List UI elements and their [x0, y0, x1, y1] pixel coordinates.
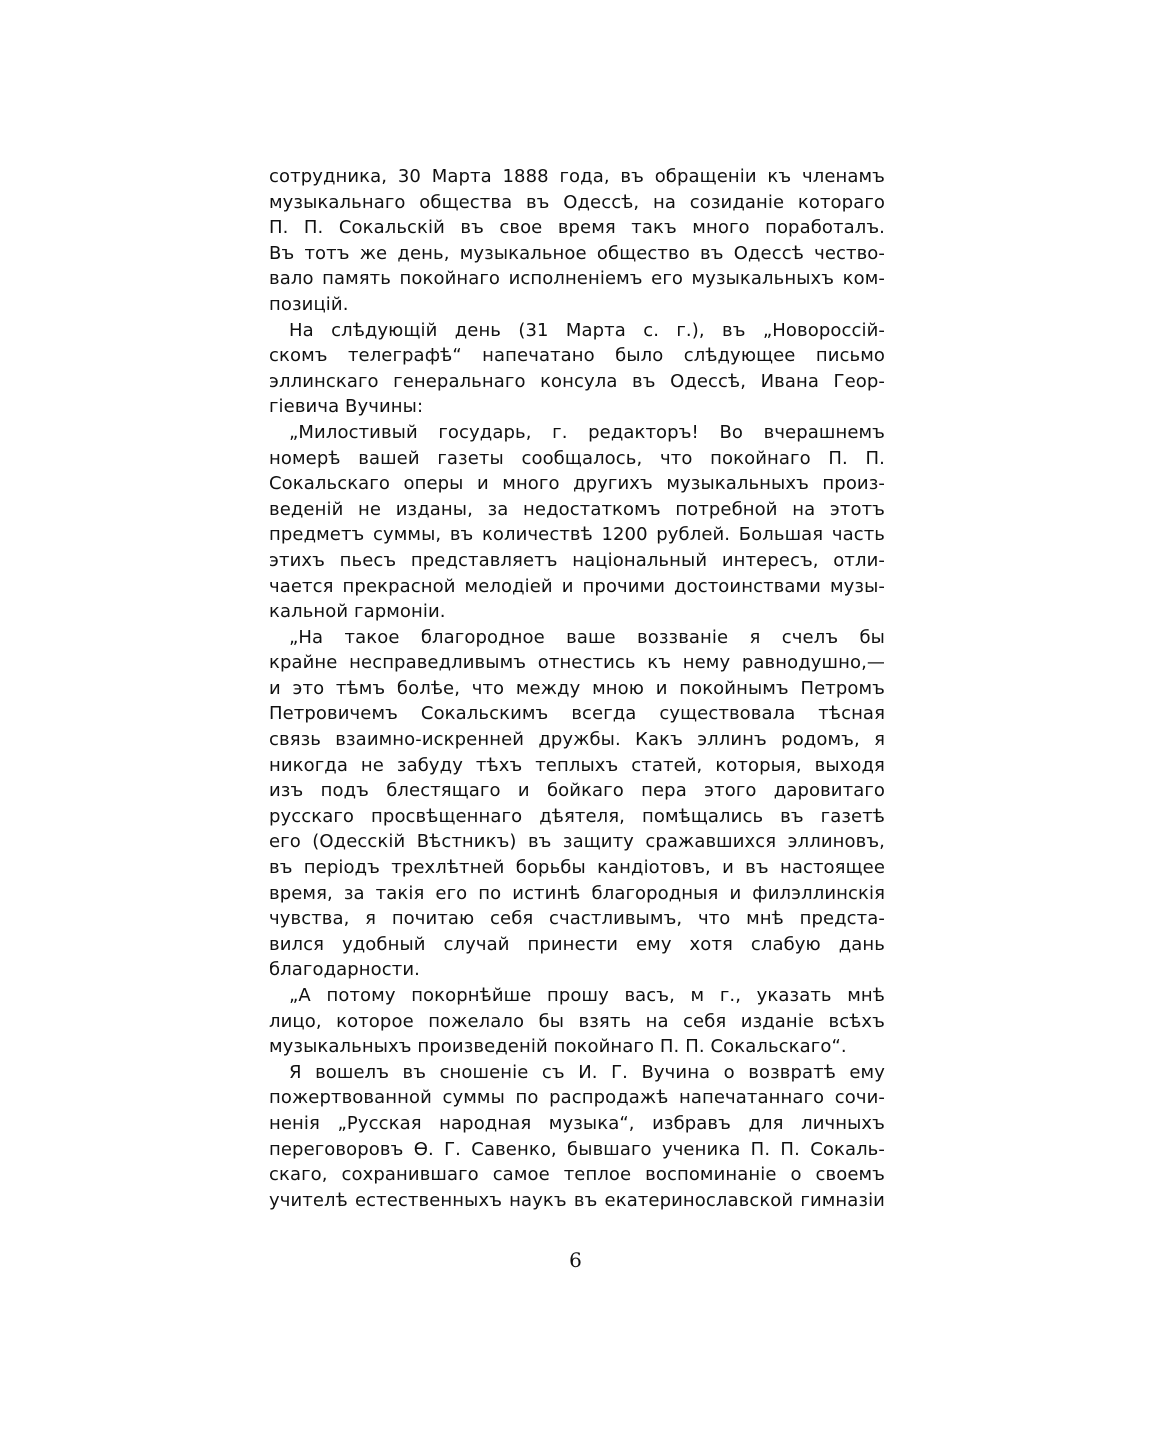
text-line: пожертвованной суммы по распродажѣ напечатаннаго сочи- [269, 1087, 885, 1109]
text-line: его (Одесскій Вѣстникъ) въ защиту сражавшихся эллиновъ, [269, 831, 885, 853]
text-line: Въ тотъ же день, музыкальное общество въ Одессѣ чество- [269, 242, 885, 264]
text-line: „Милостивый государь, г. редакторъ! Во вчерашнемъ [289, 421, 885, 443]
text-line: въ періодъ трехлѣтней борьбы кандіотовъ, и въ настоящее [269, 857, 885, 879]
text-line: Я вошелъ въ сношеніе съ И. Г. Вучина о возвратѣ ему [289, 1061, 885, 1083]
text-line: кальной гармоніи. [269, 601, 446, 623]
text-line: переговоровъ Ѳ. Г. Савенко, бывшаго ученика П. П. Сокаль- [269, 1138, 885, 1160]
text-line: эллинскаго генеральнаго консула въ Одессѣ, Ивана Геор- [269, 370, 885, 392]
text-line: ненія „Русская народная музыка“, избравъ для личныхъ [269, 1112, 885, 1134]
text-line: сотрудника, 30 Марта 1888 года, въ обращеніи къ членамъ [269, 166, 885, 187]
text-line: чается прекрасной мелодіей и прочими достоинствами музы- [269, 575, 885, 597]
text-line: позицій. [269, 293, 349, 315]
text-line: скаго, сохранившаго самое теплое воспоминаніе о своемъ [269, 1164, 885, 1186]
text-line: предметъ суммы, въ количествѣ 1200 рублей. Большая часть [269, 524, 885, 546]
text-line: чувства, я почитаю себя счастливымъ, что мнѣ предста- [269, 908, 885, 930]
text-line: изъ подъ блестящаго и бойкаго пера этого даровитаго [269, 780, 885, 802]
text-line: и это тѣмъ болѣе, что между мною и покойнымъ Петромъ [269, 677, 885, 699]
text-line: русскаго просвѣщеннаго дѣятеля, помѣщались въ газетѣ [269, 805, 885, 827]
text-line: музыкальныхъ произведеній покойнаго П. П. Сокальскаго“. [269, 1036, 847, 1058]
text-line: музыкальнаго общества въ Одессѣ, на созиданіе котораго [269, 191, 885, 213]
text-line: этихъ пьесъ представляетъ національный интересъ, отли- [269, 549, 885, 571]
text-line: Сокальскаго оперы и много другихъ музыкальныхъ произ- [269, 473, 885, 495]
text-line: „На такое благородное ваше воззваніе я счелъ бы [289, 626, 885, 648]
text-line: веденій не изданы, за недостаткомъ потребной на этотъ [269, 498, 885, 520]
text-line: „А потому покорнѣйше прошу васъ, м г., указать мнѣ [289, 985, 885, 1006]
text-line: лицо, которое пожелало бы взять на себя изданіе всѣхъ [269, 1010, 885, 1032]
text-line: вился удобный случай принести ему хотя слабую дань [269, 933, 885, 955]
text-line: время, за такія его по истинѣ благородныя и филэллинскія [269, 882, 885, 904]
text-line: учителѣ естественныхъ наукъ въ екатеринославской гимназіи [269, 1189, 885, 1211]
text-line: На слѣдующій день (31 Марта с. г.), въ „Новороссій- [289, 319, 885, 341]
text-line: номерѣ вашей газеты сообщалось, что покойнаго П. П. [269, 447, 885, 469]
text-line: вало память покойнаго исполненіемъ его музыкальныхъ ком- [269, 268, 885, 290]
text-line: никогда не забуду тѣхъ теплыхъ статей, которыя, выходя [269, 754, 885, 776]
text-line: гіевича Вучины: [269, 396, 424, 418]
text-line: благодарности. [269, 959, 420, 981]
text-line: крайне несправедливымъ отнестись къ нему равнодушно,— [269, 652, 885, 674]
text-line: Петровичемъ Сокальскимъ всегда существовала тѣсная [269, 703, 885, 725]
text-line: связь взаимно-искренней дружбы. Какъ эллинъ родомъ, я [269, 729, 885, 751]
text-line: П. П. Сокальскій въ свое время такъ много поработалъ. [269, 217, 885, 239]
page-number: 6 [569, 1248, 582, 1272]
text-line: скомъ телеграфѣ“ напечатано было слѣдующее письмо [269, 345, 885, 367]
body-text [269, 164, 885, 1213]
